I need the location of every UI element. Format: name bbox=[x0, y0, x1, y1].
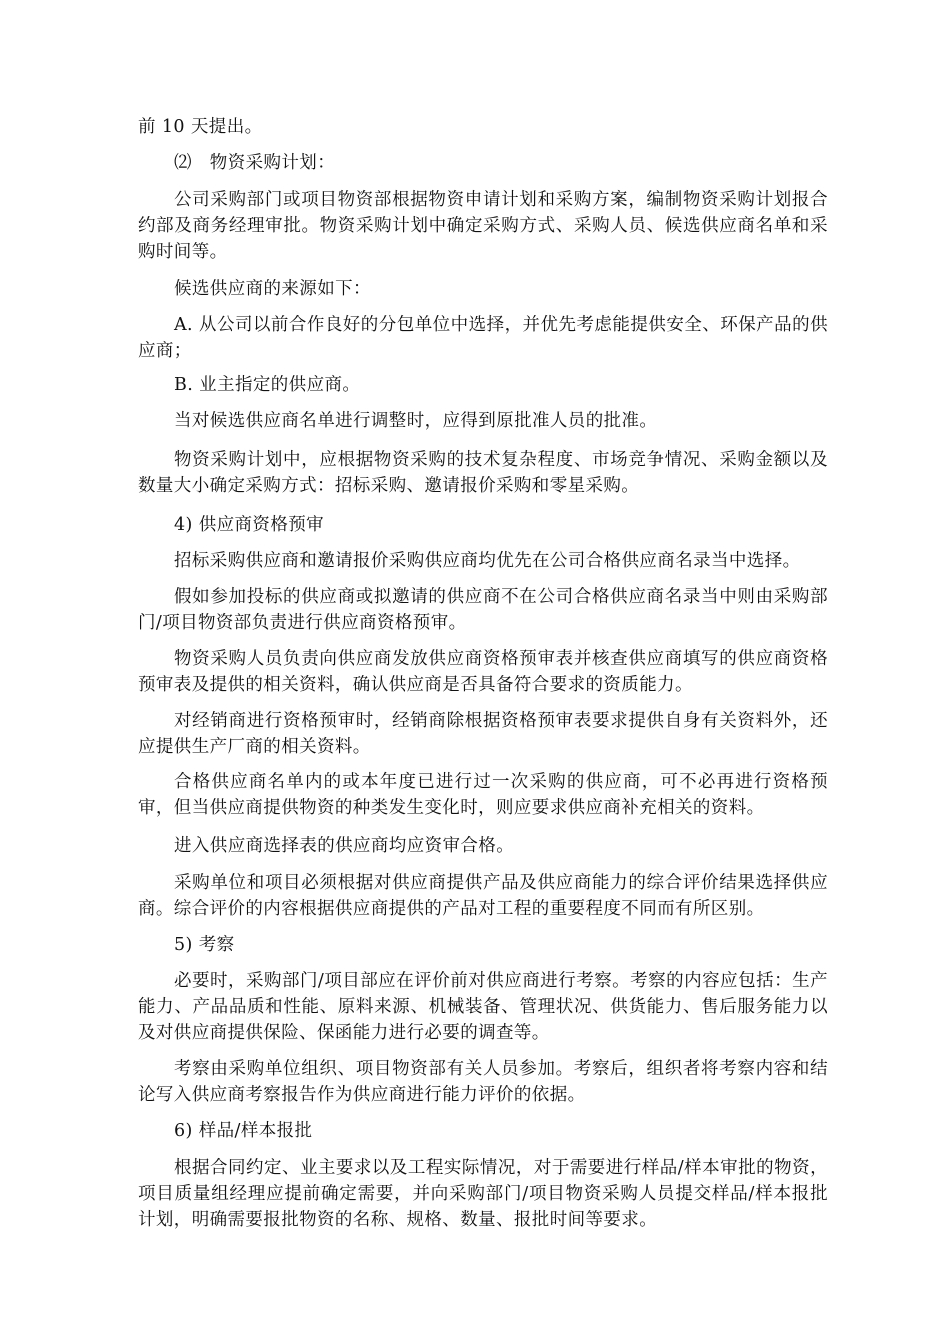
paragraph-list-adjustment: 当对候选供应商名单进行调整时，应得到原批准人员的批准。 bbox=[174, 411, 658, 431]
paragraph-inspection-content: 必要时，采购部门/项目部应在评价前对供应商进行考察。考察的内容应包括：生产能力、产品品质和性能、原料来源、机械装备、管理状况、供货能力、售后服务能力以及对供应商提供保险、保函能力进行必要的调查等。 bbox=[138, 971, 828, 1043]
paragraph-qualified-list: 招标采购供应商和邀请报价采购供应商均优先在公司合格供应商名录当中选择。 bbox=[174, 551, 801, 571]
paragraph-candidate-source: 候选供应商的来源如下： bbox=[174, 279, 371, 299]
paragraph-prequalification-responsibility: 假如参加投标的供应商或拟邀请的供应商不在公司合格供应商名录当中则由采购部门/项目物资部负责进行供应商资格预审。 bbox=[138, 587, 828, 633]
paragraph-prequalification-form: 物资采购人员负责向供应商发放供应商资格预审表并核查供应商填写的供应商资格预审表及提供的相关资料，确认供应商是否具备符合要求的资质能力。 bbox=[138, 649, 828, 695]
list-item-b: B. 业主指定的供应商。 bbox=[174, 375, 361, 395]
paragraph-sample-approval: 根据合同约定、业主要求以及工程实际情况，对于需要进行样品/样本审批的物资，项目质量组经理应提前确定需要，并向采购部门/项目物资采购人员提交样品/样本报批计划，明确需要报批物资的名称、规格、数量、报批时间等要求。 bbox=[138, 1158, 828, 1230]
paragraph-continuation: 前 10 天提出。 bbox=[138, 117, 263, 137]
section-heading-sample-approval: 6) 样品/样本报批 bbox=[174, 1121, 313, 1141]
paragraph-distributor: 对经销商进行资格预审时，经销商除根据资格预审表要求提供自身有关资料外，还应提供生产厂商的相关资料。 bbox=[138, 711, 828, 757]
section-heading-prequalification: 4) 供应商资格预审 bbox=[174, 515, 325, 535]
paragraph-selection-table: 进入供应商选择表的供应商均应资审合格。 bbox=[174, 836, 515, 856]
paragraph-inspection-report: 考察由采购单位组织、项目物资部有关人员参加。考察后，组织者将考察内容和结论写入供应商考察报告作为供应商进行能力评价的依据。 bbox=[138, 1059, 828, 1105]
paragraph-purchase-plan: 公司采购部门或项目物资部根据物资申请计划和采购方案，编制物资采购计划报合约部及商务经理审批。物资采购计划中确定采购方式、采购人员、候选供应商名单和采购时间等。 bbox=[138, 190, 828, 262]
list-item-a: A. 从公司以前合作良好的分包单位中选择，并优先考虑能提供安全、环保产品的供应商； bbox=[138, 315, 828, 361]
paragraph-comprehensive-evaluation: 采购单位和项目必须根据对供应商提供产品及供应商能力的综合评价结果选择供应商。综合评价的内容根据供应商提供的产品对工程的重要程度不同而有所区别。 bbox=[138, 873, 828, 919]
section-heading-inspection: 5) 考察 bbox=[174, 935, 235, 955]
section-heading-purchase-plan: ⑵ 物资采购计划： bbox=[174, 153, 336, 173]
paragraph-purchase-method: 物资采购计划中，应根据物资采购的技术复杂程度、市场竞争情况、采购金额以及数量大小确定采购方式：招标采购、邀请报价采购和零星采购。 bbox=[138, 450, 828, 496]
paragraph-exemption: 合格供应商名单内的或本年度已进行过一次采购的供应商，可不必再进行资格预审，但当供应商提供物资的种类发生变化时，则应要求供应商补充相关的资料。 bbox=[138, 772, 828, 818]
